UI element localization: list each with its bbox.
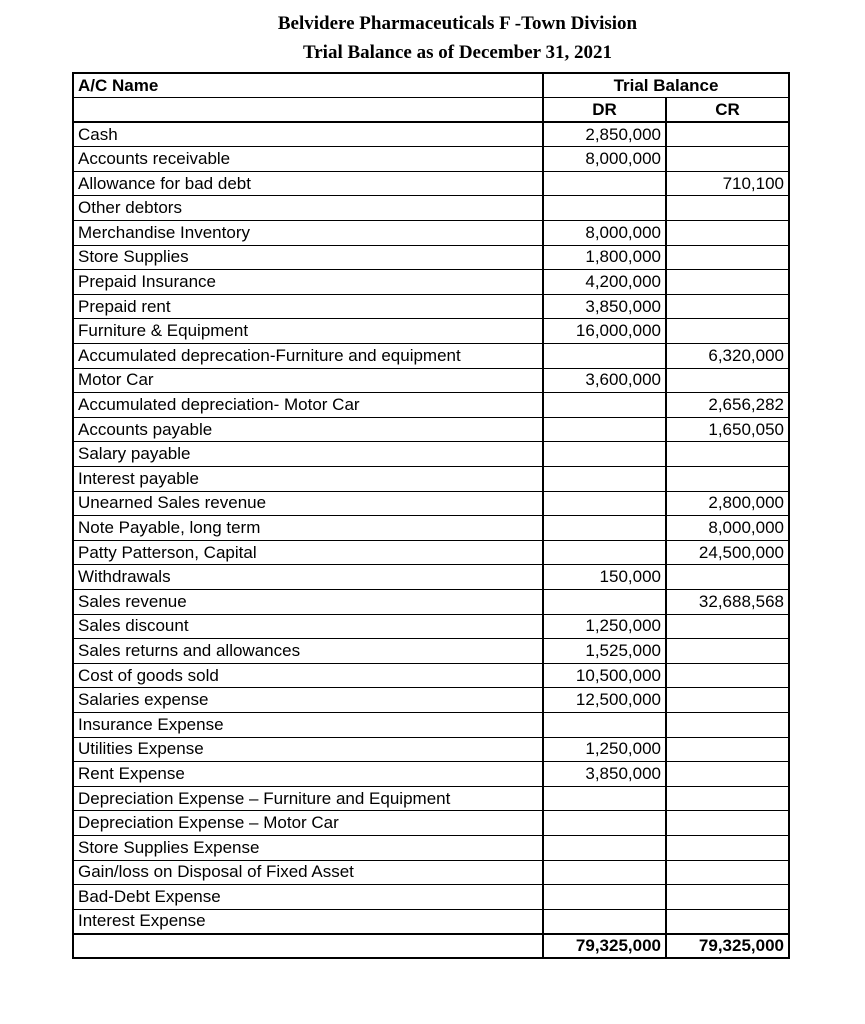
table-row — [73, 319, 789, 344]
totals-row — [73, 934, 789, 959]
cr-amount-cell — [666, 811, 789, 836]
cr-amount-cell — [666, 442, 789, 467]
dr-amount-cell — [543, 491, 666, 516]
header-row-1 — [73, 73, 789, 98]
account-name-cell: Note Payable, long term — [73, 516, 543, 541]
table-row — [73, 835, 789, 860]
cr-amount-cell: 1,650,050 — [666, 417, 789, 442]
cr-amount-cell — [666, 786, 789, 811]
dr-amount-cell: 12,500,000 — [543, 688, 666, 713]
account-name-cell: Salary payable — [73, 442, 543, 467]
account-name-cell: Other debtors — [73, 196, 543, 221]
dr-amount-cell: 1,525,000 — [543, 639, 666, 664]
table-row — [73, 294, 789, 319]
cr-amount-cell: 710,100 — [666, 171, 789, 196]
account-name-cell: Cost of goods sold — [73, 663, 543, 688]
cr-amount-cell — [666, 245, 789, 270]
dr-total-cell: 79,325,000 — [543, 934, 666, 959]
cr-amount-cell — [666, 688, 789, 713]
dr-amount-cell — [543, 885, 666, 910]
dr-amount-cell — [543, 786, 666, 811]
account-name-cell: Sales returns and allowances — [73, 639, 543, 664]
dr-amount-cell: 1,800,000 — [543, 245, 666, 270]
cr-amount-cell — [666, 663, 789, 688]
report-subtitle: Trial Balance as of December 31, 2021 — [302, 42, 613, 63]
account-name-cell: Utilities Expense — [73, 737, 543, 762]
cr-amount-cell: 8,000,000 — [666, 516, 789, 541]
dr-amount-cell — [543, 835, 666, 860]
cr-amount-cell — [666, 565, 789, 590]
dr-amount-cell — [543, 589, 666, 614]
dr-amount-cell — [543, 417, 666, 442]
dr-amount-cell — [543, 344, 666, 369]
account-name-cell: Store Supplies Expense — [73, 835, 543, 860]
dr-amount-cell: 8,000,000 — [543, 221, 666, 246]
account-name-header: A/C Name — [73, 73, 543, 98]
cr-amount-cell — [666, 122, 789, 147]
dr-amount-cell — [543, 860, 666, 885]
dr-amount-cell: 2,850,000 — [543, 122, 666, 147]
table-row — [73, 762, 789, 787]
cr-amount-cell: 32,688,568 — [666, 589, 789, 614]
table-row — [73, 516, 789, 541]
table-row — [73, 393, 789, 418]
account-name-cell: Accounts receivable — [73, 147, 543, 172]
table-row — [73, 885, 789, 910]
table-row — [73, 688, 789, 713]
account-name-cell: Unearned Sales revenue — [73, 491, 543, 516]
table-row — [73, 737, 789, 762]
account-name-cell: Prepaid rent — [73, 294, 543, 319]
table-row — [73, 344, 789, 369]
account-name-cell: Sales revenue — [73, 589, 543, 614]
cr-amount-cell — [666, 319, 789, 344]
cr-header: CR — [666, 98, 789, 123]
dr-amount-cell: 10,500,000 — [543, 663, 666, 688]
table-row — [73, 909, 789, 934]
account-name-cell: Accumulated deprecation-Furniture and equipment — [73, 344, 543, 369]
table-row — [73, 589, 789, 614]
account-name-cell: Insurance Expense — [73, 712, 543, 737]
account-name-cell: Cash — [73, 122, 543, 147]
dr-amount-cell — [543, 442, 666, 467]
account-name-cell: Interest Expense — [73, 909, 543, 934]
account-name-cell: Allowance for bad debt — [73, 171, 543, 196]
table-row — [73, 712, 789, 737]
dr-amount-cell — [543, 712, 666, 737]
dr-amount-cell: 3,850,000 — [543, 762, 666, 787]
table-row — [73, 663, 789, 688]
dr-amount-cell — [543, 909, 666, 934]
account-name-cell: Merchandise Inventory — [73, 221, 543, 246]
table-row — [73, 270, 789, 295]
dr-amount-cell: 1,250,000 — [543, 737, 666, 762]
table-row — [73, 368, 789, 393]
dr-amount-cell: 150,000 — [543, 565, 666, 590]
cr-amount-cell: 2,656,282 — [666, 393, 789, 418]
trial-balance-header: Trial Balance — [543, 73, 789, 98]
dr-amount-cell — [543, 171, 666, 196]
table-row — [73, 540, 789, 565]
account-name-cell: Salaries expense — [73, 688, 543, 713]
account-name-cell: Store Supplies — [73, 245, 543, 270]
account-name-cell: Depreciation Expense – Furniture and Equipment — [73, 786, 543, 811]
table-row — [73, 417, 789, 442]
account-name-cell: Sales discount — [73, 614, 543, 639]
totals-label-cell — [73, 934, 543, 959]
account-name-cell: Withdrawals — [73, 565, 543, 590]
cr-amount-cell — [666, 639, 789, 664]
account-name-cell: Motor Car — [73, 368, 543, 393]
table-row — [73, 122, 789, 147]
cr-amount-cell — [666, 712, 789, 737]
dr-header: DR — [543, 98, 666, 123]
account-name-cell: Gain/loss on Disposal of Fixed Asset — [73, 860, 543, 885]
cr-amount-cell — [666, 835, 789, 860]
dr-amount-cell — [543, 516, 666, 541]
table-row — [73, 786, 789, 811]
account-name-cell: Accumulated depreciation- Motor Car — [73, 393, 543, 418]
header-blank-cell — [73, 98, 543, 123]
table-row — [73, 565, 789, 590]
cr-amount-cell — [666, 614, 789, 639]
account-name-cell: Accounts payable — [73, 417, 543, 442]
dr-amount-cell: 4,200,000 — [543, 270, 666, 295]
account-name-cell: Interest payable — [73, 467, 543, 492]
cr-amount-cell — [666, 196, 789, 221]
dr-amount-cell: 8,000,000 — [543, 147, 666, 172]
table-row — [73, 811, 789, 836]
account-name-cell: Patty Patterson, Capital — [73, 540, 543, 565]
account-name-cell: Rent Expense — [73, 762, 543, 787]
table-row — [73, 614, 789, 639]
cr-total-cell: 79,325,000 — [666, 934, 789, 959]
table-row — [73, 860, 789, 885]
table-row — [73, 221, 789, 246]
cr-amount-cell: 24,500,000 — [666, 540, 789, 565]
account-name-cell: Bad-Debt Expense — [73, 885, 543, 910]
dr-amount-cell: 3,850,000 — [543, 294, 666, 319]
dr-amount-cell: 16,000,000 — [543, 319, 666, 344]
cr-amount-cell — [666, 270, 789, 295]
account-name-cell: Furniture & Equipment — [73, 319, 543, 344]
cr-amount-cell — [666, 221, 789, 246]
cr-amount-cell: 2,800,000 — [666, 491, 789, 516]
dr-amount-cell — [543, 811, 666, 836]
dr-amount-cell: 3,600,000 — [543, 368, 666, 393]
cr-amount-cell — [666, 885, 789, 910]
cr-amount-cell — [666, 737, 789, 762]
cr-amount-cell — [666, 294, 789, 319]
table-row — [73, 491, 789, 516]
cr-amount-cell — [666, 762, 789, 787]
dr-amount-cell — [543, 540, 666, 565]
header-row-2 — [73, 98, 789, 123]
account-name-cell: Depreciation Expense – Motor Car — [73, 811, 543, 836]
account-name-cell: Prepaid Insurance — [73, 270, 543, 295]
table-row — [73, 245, 789, 270]
cr-amount-cell — [666, 368, 789, 393]
dr-amount-cell: 1,250,000 — [543, 614, 666, 639]
table-row — [73, 196, 789, 221]
table-row — [73, 639, 789, 664]
cr-amount-cell: 6,320,000 — [666, 344, 789, 369]
table-row — [73, 467, 789, 492]
cr-amount-cell — [666, 467, 789, 492]
trial-balance-table — [72, 72, 790, 959]
report-title: Belvidere Pharmaceuticals F -Town Division — [277, 13, 638, 34]
dr-amount-cell — [543, 467, 666, 492]
dr-amount-cell — [543, 393, 666, 418]
cr-amount-cell — [666, 909, 789, 934]
cr-amount-cell — [666, 860, 789, 885]
table-row — [73, 147, 789, 172]
dr-amount-cell — [543, 196, 666, 221]
table-row — [73, 442, 789, 467]
table-row — [73, 171, 789, 196]
cr-amount-cell — [666, 147, 789, 172]
